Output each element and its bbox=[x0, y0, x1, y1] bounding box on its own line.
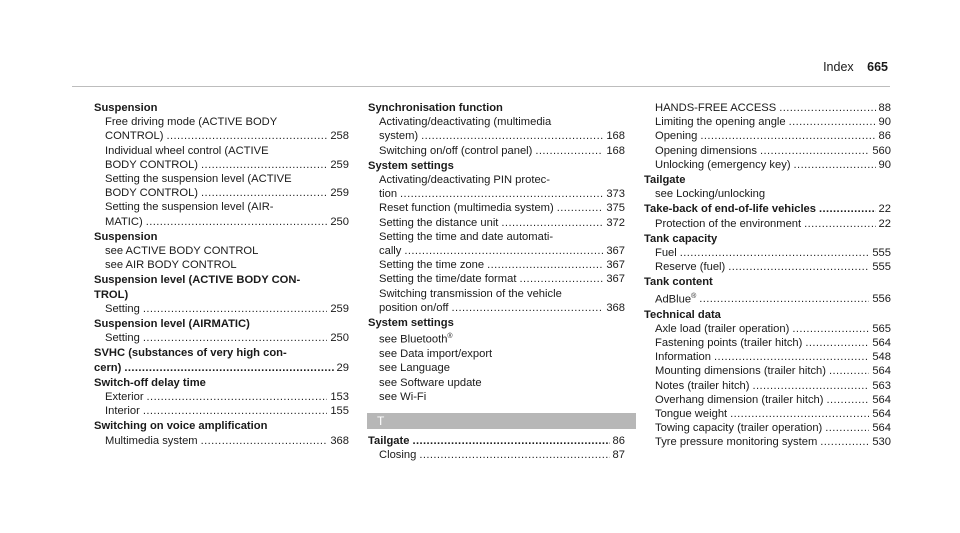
dot-leader bbox=[143, 302, 327, 316]
entry-text: Take-back of end-of-life vehicles bbox=[644, 203, 817, 216]
entry-text: Towing capacity (trailer operation) bbox=[655, 422, 823, 435]
index-heading: Tank content bbox=[644, 276, 713, 289]
entry-text: Closing bbox=[379, 449, 417, 462]
index-heading: TROL) bbox=[94, 288, 129, 301]
index-subentry bbox=[644, 435, 891, 449]
dot-leader bbox=[487, 258, 603, 272]
dot-leader bbox=[421, 129, 603, 143]
page-ref: 564 bbox=[872, 393, 891, 406]
index-subentry bbox=[644, 393, 891, 407]
entry-text: Reserve (fuel) bbox=[655, 261, 726, 274]
page-ref: 555 bbox=[872, 247, 891, 260]
entry-text: cern) bbox=[94, 361, 122, 374]
dot-leader bbox=[535, 144, 603, 158]
dot-leader bbox=[829, 364, 869, 378]
entry-text: cally bbox=[379, 245, 402, 258]
index-heading: Suspension bbox=[94, 230, 158, 243]
index-subentry bbox=[368, 390, 625, 404]
page-ref: 564 bbox=[872, 408, 891, 420]
index-subentry bbox=[644, 336, 891, 350]
page-ref: 368 bbox=[606, 301, 625, 314]
page-ref: 250 bbox=[330, 215, 349, 228]
dot-leader bbox=[201, 186, 327, 200]
dot-leader bbox=[805, 336, 869, 350]
index-subentry bbox=[368, 287, 625, 301]
page-ref: 29 bbox=[336, 361, 349, 374]
page-ref: 22 bbox=[878, 203, 891, 216]
index-heading bbox=[94, 361, 349, 375]
entry-text: Information bbox=[655, 351, 711, 364]
page-ref: 367 bbox=[606, 273, 625, 286]
entry-text: see Software update bbox=[379, 376, 482, 389]
index-subentry bbox=[94, 390, 349, 404]
entry-text: Tailgate bbox=[368, 435, 410, 447]
dot-leader bbox=[792, 322, 869, 336]
dot-leader bbox=[819, 202, 876, 216]
index-heading: Technical data bbox=[644, 308, 721, 321]
entry-text: Activating/deactivating (multimedia bbox=[379, 116, 552, 129]
dot-leader bbox=[143, 404, 328, 418]
dot-leader bbox=[753, 379, 870, 393]
index-subentry bbox=[368, 115, 625, 129]
dot-leader bbox=[201, 158, 327, 172]
dot-leader bbox=[166, 129, 327, 143]
index-subentry bbox=[644, 290, 891, 307]
dot-leader bbox=[400, 187, 603, 201]
index-subentry bbox=[94, 129, 349, 143]
entry-text: Notes (trailer hitch) bbox=[655, 379, 750, 392]
entry-text: Setting the suspension level (ACTIVE bbox=[105, 173, 292, 186]
index-subentry bbox=[94, 404, 349, 418]
index-subentry bbox=[368, 258, 625, 272]
page-ref: 367 bbox=[606, 259, 625, 272]
index-subentry bbox=[368, 230, 625, 244]
dot-leader bbox=[451, 301, 603, 315]
index-subentry bbox=[94, 302, 349, 316]
entry-text: Multimedia system bbox=[105, 434, 198, 447]
index-subentry bbox=[368, 330, 625, 347]
page-ref: 259 bbox=[330, 187, 349, 200]
entry-text: see Data import/export bbox=[379, 348, 493, 361]
page-ref: 555 bbox=[872, 261, 891, 274]
index-subentry bbox=[368, 244, 625, 258]
page-number: 665 bbox=[867, 60, 888, 74]
index-subentry bbox=[368, 448, 625, 462]
index-subentry bbox=[94, 244, 349, 258]
index-subentry bbox=[368, 376, 625, 390]
entry-text: Fastening points (trailer hitch) bbox=[655, 336, 803, 349]
entry-text: Setting the distance unit bbox=[379, 216, 499, 229]
index-subentry bbox=[368, 301, 625, 315]
index-heading: Suspension bbox=[94, 102, 158, 114]
index-subentry bbox=[368, 272, 625, 286]
index-subentry bbox=[368, 361, 625, 375]
index-heading: Switching on voice amplification bbox=[94, 420, 268, 433]
entry-text: Setting the suspension level (AIR- bbox=[105, 201, 274, 214]
entry-text: Activating/deactivating PIN protec- bbox=[379, 174, 551, 187]
page-ref: 564 bbox=[872, 422, 891, 435]
dot-leader bbox=[147, 390, 328, 404]
dot-leader bbox=[825, 421, 869, 435]
page-ref: 259 bbox=[330, 302, 349, 315]
registered-mark: ® bbox=[447, 333, 453, 341]
index-subentry bbox=[644, 350, 891, 364]
page-ref: 368 bbox=[330, 434, 349, 447]
index-heading bbox=[644, 202, 891, 216]
index-subentry bbox=[94, 172, 349, 186]
index-heading: Synchronisation function bbox=[368, 102, 503, 114]
registered-mark: ® bbox=[691, 292, 697, 300]
index-column-2 bbox=[368, 101, 625, 463]
page-ref: 373 bbox=[606, 188, 625, 201]
dot-leader bbox=[789, 115, 876, 129]
index-subentry bbox=[644, 379, 891, 393]
page-ref: 367 bbox=[606, 245, 625, 258]
index-subentry bbox=[94, 215, 349, 229]
index-entry bbox=[644, 202, 891, 230]
entry-text: system) bbox=[379, 130, 419, 143]
index-subentry bbox=[644, 364, 891, 378]
dot-leader bbox=[804, 217, 875, 231]
page-ref: 556 bbox=[872, 293, 891, 306]
dot-leader bbox=[728, 260, 869, 274]
index-column-3 bbox=[644, 101, 891, 451]
dot-leader bbox=[820, 435, 869, 449]
entry-text: Individual wheel control (ACTIVE bbox=[105, 144, 269, 157]
section-letter: T bbox=[367, 413, 636, 429]
index-subentry bbox=[644, 421, 891, 435]
entry-text: Switching on/off (control panel) bbox=[379, 144, 533, 157]
index-subentry bbox=[644, 260, 891, 274]
dot-leader bbox=[201, 434, 328, 448]
entry-text: Reset function (multimedia system) bbox=[379, 202, 554, 215]
index-entry bbox=[644, 275, 891, 306]
entry-text: AdBlue® bbox=[655, 292, 697, 306]
index-entry bbox=[644, 101, 891, 172]
index-subentry bbox=[94, 200, 349, 214]
page-ref: 87 bbox=[612, 449, 625, 462]
index-subentry bbox=[368, 129, 625, 143]
entry-text: Exterior bbox=[105, 391, 144, 404]
index-subentry bbox=[644, 129, 891, 143]
dot-leader bbox=[827, 393, 870, 407]
page-ref: 564 bbox=[872, 365, 891, 378]
index-subentry bbox=[368, 347, 625, 361]
page-ref: 564 bbox=[872, 336, 891, 349]
entry-text: MATIC) bbox=[105, 215, 143, 228]
entry-text: Fuel bbox=[655, 247, 677, 260]
entry-text: tion bbox=[379, 188, 398, 201]
index-subentry bbox=[94, 331, 349, 345]
index-entry bbox=[368, 101, 625, 158]
index-heading: Suspension level (ACTIVE BODY CON- bbox=[94, 274, 301, 287]
dot-leader bbox=[501, 216, 603, 230]
dot-leader bbox=[714, 350, 869, 364]
page-ref: 250 bbox=[330, 332, 349, 345]
dot-leader bbox=[412, 434, 609, 448]
dot-leader bbox=[404, 244, 603, 258]
entry-text: Setting the time/date format bbox=[379, 273, 517, 286]
index-subentry bbox=[644, 407, 891, 421]
entry-text: Unlocking (emergency key) bbox=[655, 158, 791, 171]
entry-text: Opening bbox=[655, 130, 698, 143]
dot-leader bbox=[557, 201, 604, 215]
index-subentry bbox=[644, 246, 891, 260]
entry-text: Setting the time zone bbox=[379, 259, 485, 272]
dot-leader bbox=[794, 158, 876, 172]
index-entry bbox=[644, 173, 891, 201]
index-heading: System settings bbox=[368, 159, 454, 172]
index-entry bbox=[94, 419, 349, 447]
index-entry bbox=[94, 101, 349, 229]
page-ref: 22 bbox=[878, 217, 891, 230]
index-entry bbox=[644, 232, 891, 275]
page-ref: 259 bbox=[330, 158, 349, 171]
page-ref: 88 bbox=[878, 102, 891, 114]
dot-leader bbox=[700, 129, 875, 143]
index-subentry bbox=[368, 201, 625, 215]
entry-text: BODY CONTROL) bbox=[105, 158, 199, 171]
index-subentry bbox=[94, 144, 349, 158]
entry-text: see Locking/unlocking bbox=[655, 188, 766, 201]
index-entry bbox=[368, 316, 625, 404]
entry-text: Interior bbox=[105, 405, 140, 418]
entry-text: Axle load (trailer operation) bbox=[655, 322, 790, 335]
index-subentry bbox=[644, 217, 891, 231]
page-ref: 155 bbox=[330, 405, 349, 418]
entry-text: see AIR BODY CONTROL bbox=[105, 259, 237, 272]
entry-text: see ACTIVE BODY CONTROL bbox=[105, 245, 259, 258]
index-heading: SVHC (substances of very high con- bbox=[94, 347, 287, 360]
dot-leader bbox=[680, 246, 870, 260]
index-subentry bbox=[94, 434, 349, 448]
page-ref: 530 bbox=[872, 436, 891, 449]
index-heading: Tailgate bbox=[644, 174, 686, 187]
entry-text: Switching transmission of the vehicle bbox=[379, 287, 562, 300]
entry-text: Setting the time and date automati- bbox=[379, 230, 554, 243]
index-subentry bbox=[644, 187, 891, 201]
index-entry bbox=[94, 317, 349, 345]
entry-text: Opening dimensions bbox=[655, 144, 757, 157]
index-subentry bbox=[94, 258, 349, 272]
dot-leader bbox=[699, 292, 869, 306]
running-header bbox=[823, 60, 888, 74]
index-entry bbox=[368, 434, 625, 462]
entry-text: HANDS-FREE ACCESS bbox=[655, 102, 777, 114]
page-ref: 372 bbox=[606, 216, 625, 229]
index-subentry bbox=[644, 101, 891, 115]
entry-text: Free driving mode (ACTIVE BODY bbox=[105, 116, 278, 129]
dot-leader bbox=[419, 448, 609, 462]
index-subentry bbox=[644, 144, 891, 158]
page-ref: 153 bbox=[330, 391, 349, 404]
dot-leader bbox=[146, 215, 328, 229]
page-ref: 86 bbox=[612, 435, 625, 447]
entry-text: Tyre pressure monitoring system bbox=[655, 436, 818, 449]
page-ref: 375 bbox=[606, 202, 625, 215]
index-column-1 bbox=[94, 101, 349, 449]
entry-text: see Bluetooth® bbox=[379, 333, 453, 346]
page-ref: 86 bbox=[878, 130, 891, 143]
index-entry bbox=[94, 346, 349, 374]
dot-leader bbox=[519, 272, 603, 286]
page-ref: 168 bbox=[606, 144, 625, 157]
page-ref: 168 bbox=[606, 130, 625, 143]
index-subentry bbox=[644, 322, 891, 336]
entry-text: Protection of the environment bbox=[655, 217, 802, 230]
index-subentry bbox=[94, 115, 349, 129]
entry-text: Limiting the opening angle bbox=[655, 116, 786, 129]
entry-text: CONTROL) bbox=[105, 130, 164, 143]
index-subentry bbox=[368, 173, 625, 187]
entry-text: see Language bbox=[379, 362, 450, 375]
page-ref: 565 bbox=[872, 322, 891, 335]
index-entry bbox=[94, 376, 349, 419]
index-entry bbox=[368, 159, 625, 315]
index-subentry bbox=[368, 216, 625, 230]
header-word: Index bbox=[823, 60, 854, 74]
index-subentry bbox=[94, 186, 349, 200]
index-entry bbox=[94, 230, 349, 273]
index-entry bbox=[94, 273, 349, 316]
index-subentry bbox=[644, 115, 891, 129]
index-subentry bbox=[94, 158, 349, 172]
index-heading: System settings bbox=[368, 317, 454, 330]
dot-leader bbox=[124, 361, 333, 375]
entry-text: Setting bbox=[105, 302, 140, 315]
dot-leader bbox=[760, 144, 869, 158]
entry-text: Setting bbox=[105, 332, 140, 345]
index-heading bbox=[368, 434, 625, 448]
index-heading: Tank capacity bbox=[644, 232, 718, 245]
index-subentry bbox=[644, 158, 891, 172]
entry-text: BODY CONTROL) bbox=[105, 187, 199, 200]
entry-text: see Wi-Fi bbox=[379, 390, 427, 403]
entry-text: position on/off bbox=[379, 301, 449, 314]
entry-text: Tongue weight bbox=[655, 408, 728, 420]
dot-leader bbox=[779, 101, 875, 115]
dot-leader bbox=[143, 331, 327, 345]
page-ref: 563 bbox=[872, 379, 891, 392]
entry-text: Mounting dimensions (trailer hitch) bbox=[655, 365, 826, 378]
index-subentry bbox=[368, 187, 625, 201]
page-ref: 90 bbox=[878, 116, 891, 129]
dot-leader bbox=[730, 407, 869, 421]
index-heading: Switch-off delay time bbox=[94, 376, 206, 389]
page-ref: 548 bbox=[872, 351, 891, 364]
page-ref: 258 bbox=[330, 130, 349, 143]
index-heading: Suspension level (AIRMATIC) bbox=[94, 318, 250, 331]
header-rule bbox=[72, 86, 890, 87]
page-ref: 90 bbox=[878, 158, 891, 171]
index-subentry bbox=[368, 144, 625, 158]
index-entry bbox=[644, 308, 891, 450]
entry-text: Overhang dimension (trailer hitch) bbox=[655, 393, 824, 406]
page-ref: 560 bbox=[872, 144, 891, 157]
